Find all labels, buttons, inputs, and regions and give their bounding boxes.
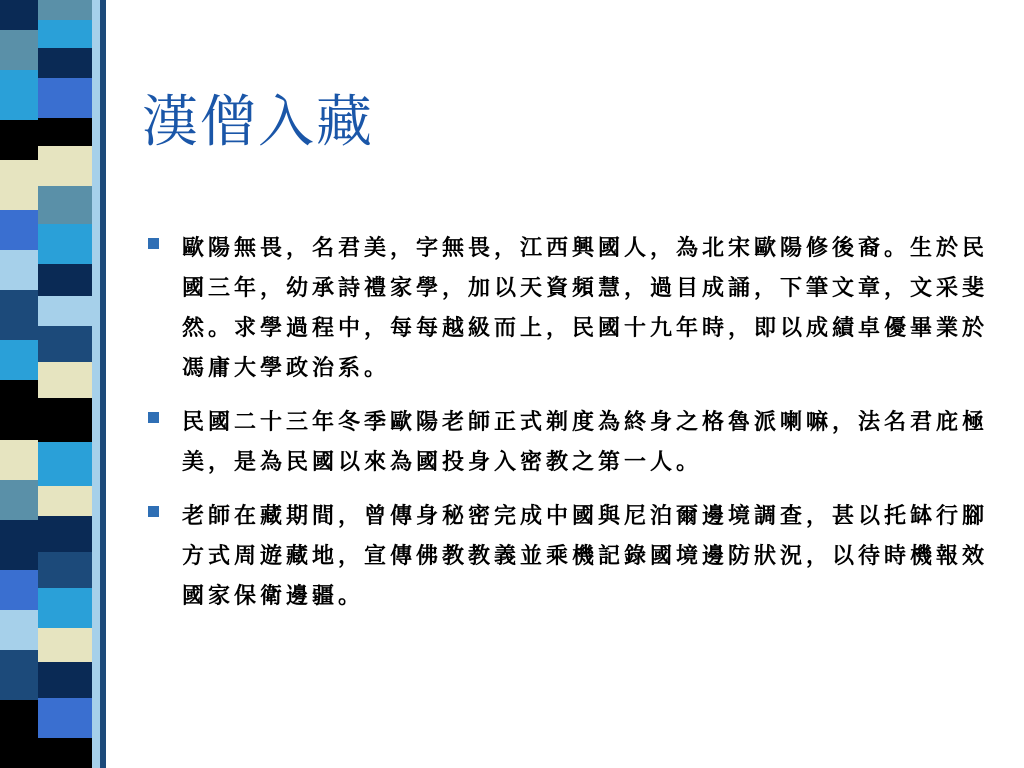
stripe-band-left	[0, 0, 38, 768]
square-bullet-icon	[148, 412, 159, 423]
bullet-list	[148, 228, 988, 630]
bullet-text: 民國二十三年冬季歐陽老師正式剃度為終身之格魯派喇嘛，法名君庇極美，是為民國以來為國投身入密教之第一人。	[182, 409, 989, 475]
decorative-stripe-column	[0, 0, 120, 768]
square-bullet-icon	[148, 238, 159, 249]
bullet-item	[148, 496, 988, 616]
bullet-text: 歐陽無畏，名君美，字無畏，江西興國人，為北宋歐陽修後裔。生於民國三年，幼承詩禮家學，加以天資頻慧，過目成誦，下筆文章，文采斐然。求學過程中，每每越級而上，民國十九年時，即以成績卓優畢業於馮庸大學政治系。	[182, 235, 989, 381]
square-bullet-icon	[148, 506, 159, 517]
bullet-text: 老師在藏期間，曾傳身秘密完成中國與尼泊爾邊境調查，甚以托缽行腳方式周遊藏地，宣傳佛教教義並乘機記錄國境邊防狀況，以待時機報效國家保衛邊疆。	[182, 503, 989, 609]
slide-title: 漢僧入藏	[142, 90, 374, 155]
stripe-band-right	[92, 0, 100, 768]
stripe-band-thin	[100, 0, 106, 768]
bullet-item	[148, 402, 988, 482]
bullet-item	[148, 228, 988, 388]
stripe-band-middle	[38, 0, 92, 768]
